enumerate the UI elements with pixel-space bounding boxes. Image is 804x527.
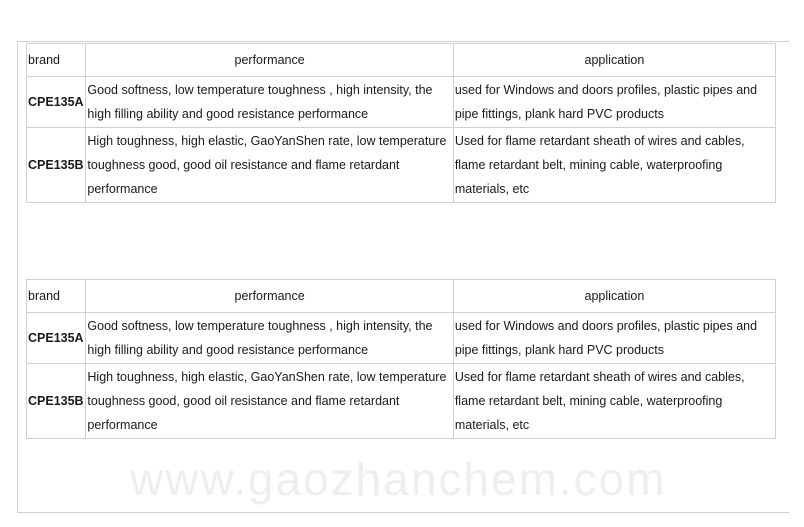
performance-cell: High toughness, high elastic, GaoYanShen rate, low temperature toughness good, good oil resistance and flame retardant performance [86, 364, 453, 439]
table-row [27, 128, 776, 203]
application-cell: Used for flame retardant sheath of wires and cables, flame retardant belt, mining cable, waterproofing materials, etc [453, 364, 775, 439]
performance-cell: High toughness, high elastic, GaoYanShen rate, low temperature toughness good, good oil resistance and flame retardant performance [86, 128, 453, 203]
table-row [27, 364, 776, 439]
application-cell: Used for flame retardant sheath of wires and cables, flame retardant belt, mining cable, waterproofing materials, etc [453, 128, 775, 203]
brand-cell: CPE135A [27, 313, 86, 364]
application-cell: used for Windows and doors profiles, plastic pipes and pipe fittings, plank hard PVC products [453, 313, 775, 364]
product-spec-table-1 [26, 43, 776, 203]
table-header-row [27, 280, 776, 313]
header-application: application [453, 44, 775, 77]
performance-cell: Good softness, low temperature toughness , high intensity, the high filling ability and good resistance performance [86, 313, 453, 364]
header-performance: performance [86, 44, 453, 77]
watermark: www.gaozhanchem.com [130, 453, 667, 505]
header-performance: performance [86, 280, 453, 313]
application-cell: used for Windows and doors profiles, plastic pipes and pipe fittings, plank hard PVC products [453, 77, 775, 128]
performance-cell: Good softness, low temperature toughness , high intensity, the high filling ability and good resistance performance [86, 77, 453, 128]
table-header-row [27, 44, 776, 77]
header-application: application [453, 280, 775, 313]
brand-cell: CPE135A [27, 77, 86, 128]
product-spec-table-2 [26, 279, 776, 439]
brand-cell: CPE135B [27, 364, 86, 439]
header-brand: brand [27, 280, 86, 313]
table-row [27, 77, 776, 128]
header-brand: brand [27, 44, 86, 77]
brand-cell: CPE135B [27, 128, 86, 203]
table-row [27, 313, 776, 364]
